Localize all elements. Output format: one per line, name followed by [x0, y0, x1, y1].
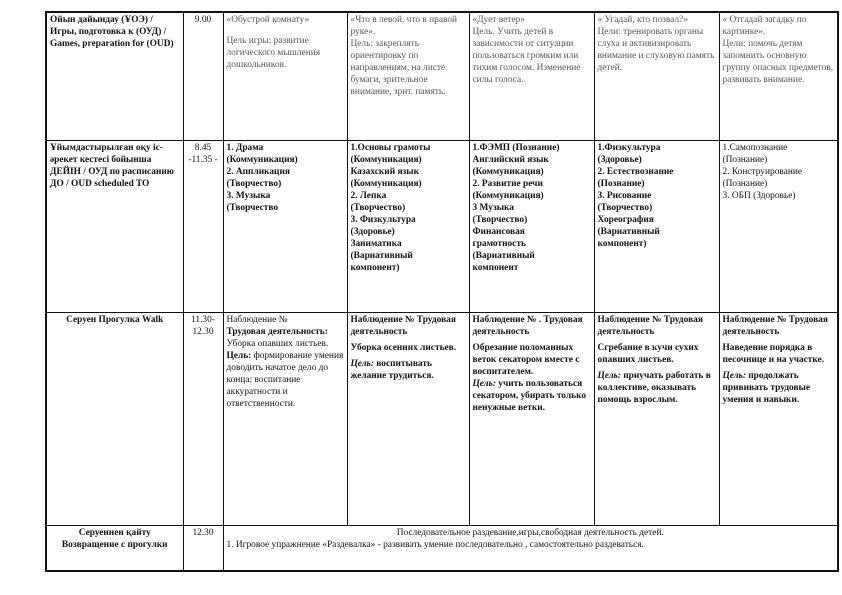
activity-line: (Творчество) [350, 202, 406, 213]
game-goal: Цель игры: развитие логического мышления дошкольников. [226, 36, 321, 71]
activity-line: (Здоровье) [597, 154, 642, 165]
activity-line: Английский язык [472, 154, 549, 165]
activity-line: 2. Лепка [350, 190, 387, 201]
activity-line: (Коммуникация) [226, 154, 298, 165]
activity-line: 1.Самопознание [722, 142, 788, 153]
row-scheduled-activities [46, 140, 838, 312]
activity-line: (Творчество) [472, 214, 528, 225]
row-label: Серуеннен қайту Возвращение с прогулки [46, 525, 183, 571]
game-goal: Цель. Учить детей в зависимости от ситуации пользоваться громким или тихим голосом. Изменение силы голоса. [472, 27, 581, 86]
time-cell: 8.45 -11.35 - [183, 140, 223, 312]
activity-line: (Коммуникация) [472, 166, 544, 177]
time-cell: 12.30 [183, 525, 223, 571]
activity-line: 2. Развитие речи [472, 178, 543, 189]
day-cell-friday [719, 12, 838, 140]
merged-title: Последовательное раздевание,игры,свободная деятельность детей. [396, 527, 664, 538]
goal-label: Цель: [472, 378, 496, 389]
goal-label: Цель: [226, 350, 252, 361]
day-cell-tuesday [347, 312, 469, 525]
goal-label: Цель: [597, 370, 621, 381]
activity-line: 3 Музыка [472, 202, 514, 213]
activity-line: (Вариативный [597, 226, 660, 237]
activity-line: (Коммуникация) [350, 154, 422, 165]
day-cell-monday [223, 140, 347, 312]
row-walk [46, 312, 838, 525]
goal-label: Цель: [722, 370, 746, 381]
game-title: «Дует ветер» [472, 15, 525, 25]
row-label: Ойын дайындау (ҰОЭ) / Игры, подготовка к (ОУД) / Games, preparation for (OUD) [46, 12, 183, 140]
time-cell: 11.30- 12.30 [183, 312, 223, 525]
goal-text: продолжать прививать трудовые умения и навыки. [722, 370, 811, 405]
work-text: Уборка опавших листьев. [226, 338, 329, 349]
activity-line: Заниматика [350, 238, 402, 249]
activity-line: (Творчество) [226, 178, 282, 189]
game-title: « Отгадай загадку по картинке». [722, 15, 807, 38]
day-cell-thursday [594, 12, 719, 140]
time-cell: 9.00 [183, 12, 223, 140]
activity-line: (Вариативный [472, 250, 535, 261]
daily-schedule-table [45, 11, 839, 572]
activity-line: 3. Физкультура [350, 214, 416, 225]
activity-line: 3. Музыка [226, 190, 271, 201]
game-goal: Цель: закреплять ориентировку по направлениям, на листе бумаги, зрительное внимание, зрит. память. [350, 39, 446, 98]
game-title: « Угадай, кто позвал?» [597, 15, 688, 25]
row-games [46, 12, 838, 140]
activity-line: (Познание) [722, 154, 768, 165]
day-cell-tuesday [347, 140, 469, 312]
row-label: Ұйымдастырылған оқу іс-әрекет кестесі бойынша ДЕЙІН / ОУД по расписанию ДО / OUD scheduled TO [46, 140, 183, 312]
activity-line: (Творчество) [597, 202, 653, 213]
game-goal: Цели: помочь детям запомнить основную группу опасных предметов, развивать внимание. [722, 39, 834, 86]
activity-line: (Познание) [597, 178, 645, 189]
row-return-from-walk [46, 525, 838, 571]
day-cell-wednesday [469, 12, 594, 140]
day-cell-monday [223, 312, 347, 525]
row-label: Серуен Прогулка Walk [46, 312, 183, 525]
game-goal: Цели: тренировать органы слуха и активизировать внимание и слуховую память детей. [597, 27, 715, 74]
day-cell-tuesday [347, 12, 469, 140]
day-cell-friday [719, 312, 838, 525]
activity-line: Хореография [597, 214, 654, 225]
merged-text: 1. Игровое упражнение «Раздевалка» - развивать умение последовательно , самостоятельно раздеваться. [226, 539, 644, 550]
observation-heading: Наблюдение № . Трудовая деятельность [472, 314, 583, 337]
game-title: «Что в левой, что в правой руке». [350, 15, 458, 38]
goal-text: формирование умения доводить начатое дело до конца; воспитание аккуратности и ответственности. [226, 350, 344, 409]
activity-line: (Познание) [722, 178, 768, 189]
activity-line: 1.ФЭМП (Познание) [472, 142, 560, 153]
schedule-sheet [45, 11, 837, 572]
activity-line: компонент) [597, 238, 647, 249]
work-text: Обрезание поломанных веток секатором вместе с воспитателем. [472, 342, 580, 377]
day-cell-wednesday [469, 140, 594, 312]
activity-line: (Здоровье) [350, 226, 395, 237]
day-cell-thursday [594, 140, 719, 312]
goal-text: приучать работать в коллективе, оказывать помощь взрослым. [597, 370, 711, 405]
activity-line: 2. Аппликация [226, 166, 290, 177]
day-cell-friday [719, 140, 838, 312]
activity-line: Финансовая [472, 226, 525, 237]
day-cell-thursday [594, 312, 719, 525]
work-text: Сгребание в кучи сухих опавших листьев. [597, 342, 699, 365]
activity-line: 3. Рисование [597, 190, 652, 201]
day-cell-monday [223, 12, 347, 140]
goal-text: воспитывать желание трудиться. [350, 358, 434, 381]
activity-line: (Вариативный [350, 250, 413, 261]
activity-line: компонент [472, 262, 519, 273]
game-title: «Обустрой комнату» [226, 15, 310, 25]
observation-heading: Наблюдение № Трудовая деятельность [597, 314, 703, 337]
activity-line: 2. Конструирование [722, 166, 803, 177]
goal-text: учить пользоваться секатором, убирать только ненужные ветки. [472, 378, 587, 413]
activity-line: Казахский язык [350, 166, 420, 177]
activity-line: (Коммуникация) [350, 178, 422, 189]
observation-heading: Наблюдение № Трудовая деятельность [350, 314, 456, 337]
activity-line: (Коммуникация) [472, 190, 544, 201]
work-text: Наведение порядка в песочнице и на участке. [722, 342, 825, 365]
activity-line: 1.Основы грамоты [350, 142, 431, 153]
activity-line: грамотность [472, 238, 526, 249]
activity-line: 2. Естествознание [597, 166, 674, 177]
day-cell-wednesday [469, 312, 594, 525]
merged-activity-cell [223, 525, 838, 571]
activity-line: 1.Физкультура [597, 142, 661, 153]
activity-line: 1. Драма [226, 142, 264, 153]
goal-label: Цель: [350, 358, 374, 369]
observation-heading: Наблюдение № Трудовая деятельность [722, 314, 828, 337]
observation-heading: Наблюдение № [226, 314, 288, 325]
activity-line: компонент) [350, 262, 400, 273]
work-text: Уборка осенних листьев. [350, 342, 457, 353]
activity-line: (Творчество [226, 202, 279, 213]
work-label: Трудовая деятельность: [226, 326, 328, 337]
activity-line: 3. ОБП (Здоровье) [722, 190, 796, 201]
